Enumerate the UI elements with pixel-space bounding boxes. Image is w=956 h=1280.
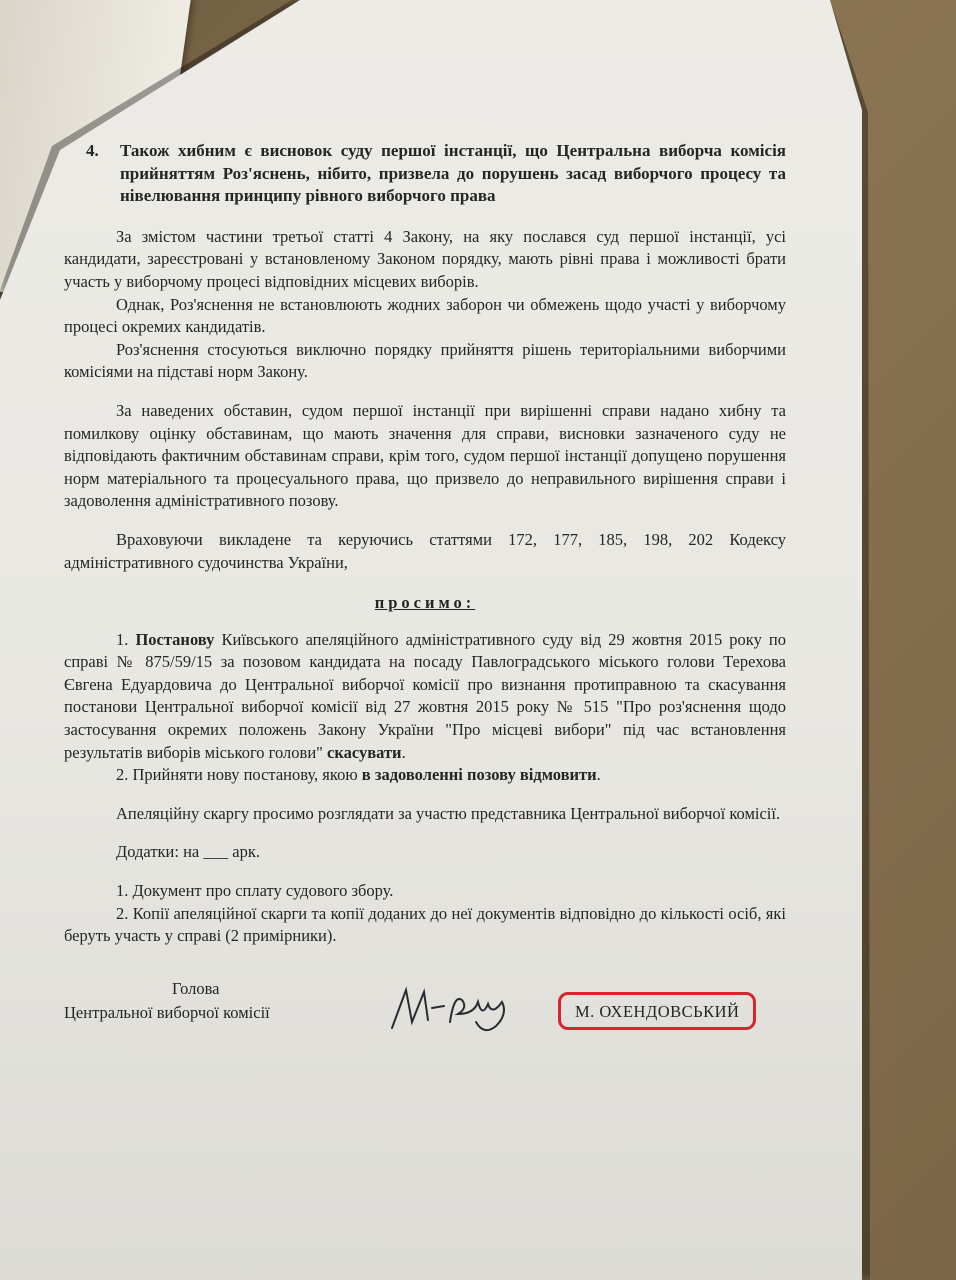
attachment-item-2: 2. Копії апеляційної скарги та копії доданих до неї документів відповідно до кількості осіб, які беруть участь у справі (2 примірники). [64, 903, 786, 946]
attachment-item-1: 1. Документ про сплату судового збору. [116, 881, 394, 901]
paragraph-court-error: За наведених обставин, судом першої інстанції при вирішенні справи надано хибну та помилкову оцінку обставинам, що мають значення для справи, висновки зазначеного суду не відповідають фактичним обставинам справи, крім того, судом першої інстанції допущено порушення норм матеріального та процесуального права, що призвело до неправильного вирішення справи і задоволення адміністративного позову. [64, 400, 786, 511]
section-number: 4. [86, 141, 99, 160]
signature-role-line2: Центральної виборчої комісії [64, 1002, 270, 1022]
request-item-2: 2. Прийняти нову постанову, якою в задоволенні позову відмовити. [116, 765, 601, 785]
attachments-label: Додатки: на ___ арк. [116, 842, 260, 862]
paragraph-no-restrictions: Однак, Роз'яснення не встановлюють жодних заборон чи обмежень щодо участі у виборчому процесі окремих кандидатів. [64, 294, 786, 337]
section-heading-text: Також хибним є висновок суду першої інстанції, що Центральна виборча комісія прийняттям Роз'яснень, нібито, призвела до порушень засад виборчого процесу та нівелювання принципу рівного виборчого права [120, 141, 786, 206]
document-body [64, 140, 786, 1058]
section-heading [64, 140, 786, 208]
signatory-name: М. ОХЕНДОВСЬКИЙ [558, 992, 756, 1031]
paragraph-equal-rights: За змістом частини третьої статті 4 Закону, на яку послався суд першої інстанції, усі кандидати, зареєстровані у встановленому Законом порядку, мають рівні права і можливості брати участь у виборчому процесі відповідних місцевих виборів. [64, 226, 786, 291]
request-item-3: Апеляційну скаргу просимо розглядати за участю представника Центральної виборчої комісії. [116, 803, 781, 823]
handwritten-signature [384, 978, 524, 1038]
request-title: просимо: [374, 593, 476, 613]
signature-block [64, 978, 786, 1058]
request-item-1: 1. Постанову Київського апеляційного адміністративного суду від 29 жовтня 2015 року по справі № 875/59/15 за позовом кандидата на посаду Павлоградського міського голови Терехова Євгена Едуардовича до Центральної виборчої комісії про визнання протиправною та скасування постанови Центральної виборчої комісії від 27 жовтня 2015 року № 515 "Про роз'яснення щодо застосування окремих положень Закону України "Про місцеві вибори" під час встановлення результатів виборів міського голови" скасувати. [64, 629, 786, 762]
paragraph-legal-basis: Враховуючи викладене та керуючись статтями 172, 177, 185, 198, 202 Кодексу адміністративного судочинства України, [64, 529, 786, 572]
signature-role-line1: Голова [172, 978, 220, 998]
paragraph-explanations-scope: Роз'яснення стосуються виключно порядку прийняття рішень територіальними виборчими комісіями на підставі норм Закону. [64, 339, 786, 382]
